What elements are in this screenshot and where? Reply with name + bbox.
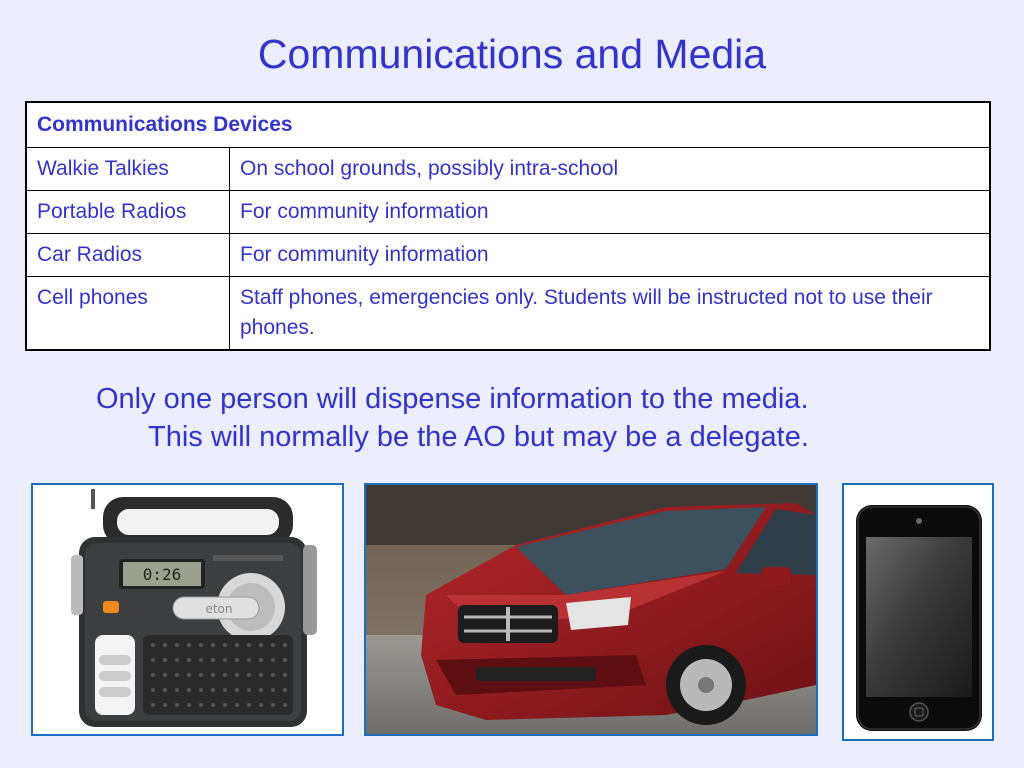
use-cell: On school grounds, possibly intra-school <box>230 148 991 191</box>
red-minivan-image <box>364 483 818 736</box>
devices-table <box>25 101 991 351</box>
use-cell: Staff phones, emergencies only. Students will be instructed not to use their phones. <box>230 277 991 351</box>
use-cell: For community information <box>230 234 991 277</box>
device-cell: Cell phones <box>26 277 230 351</box>
radio-brand: eton <box>205 602 233 616</box>
table-row <box>26 277 990 351</box>
use-cell: For community information <box>230 191 991 234</box>
table-header: Communications Devices <box>26 102 990 148</box>
media-note-line-1: Only one person will dispense information to the media. <box>96 383 809 415</box>
radio-display-text: 0:26 <box>142 565 182 584</box>
red-minivan-illustration <box>366 485 816 734</box>
media-player-illustration <box>844 485 992 739</box>
media-player-image <box>842 483 994 741</box>
device-cell: Walkie Talkies <box>26 148 230 191</box>
table-row <box>26 191 990 234</box>
table-row <box>26 148 990 191</box>
device-cell: Car Radios <box>26 234 230 277</box>
table-row <box>26 234 990 277</box>
media-note-line-2: This will normally be the AO but may be a delegate. <box>148 421 809 453</box>
portable-radio-illustration <box>33 485 342 734</box>
slide-title: Communications and Media <box>257 31 767 77</box>
device-cell: Portable Radios <box>26 191 230 234</box>
media-note <box>96 380 976 456</box>
portable-radio-image <box>31 483 344 736</box>
table-header-row <box>26 102 990 148</box>
